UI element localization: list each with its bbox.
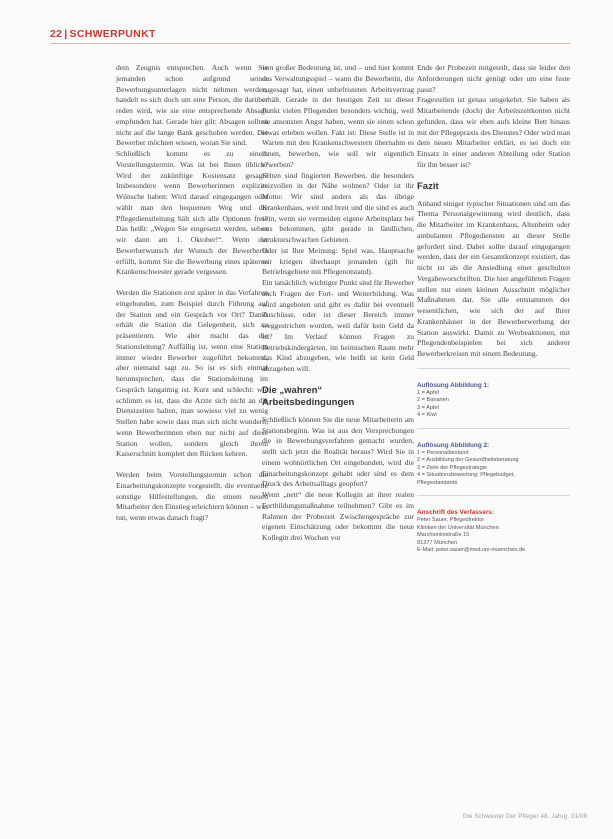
box-item: 1 = Personalbestand — [417, 449, 469, 456]
paragraph: Fragestellen ist genau umgekehrt. Sie haben als Mitarbeitende (doch) der Arbeitszeitkonten nicht gefunden, dass wir eben aufs kleine Bett hinaus mit der Pflegepraxis des Dienstes? Oder wird man dem neuen Mitarbeiter erklärt, es sei doch ein Einsatz in einer anderen Abteilung oder Station für ihn besser ist? — [417, 95, 570, 169]
subheading: Die „wahren“ Arbeitsbedingungen — [262, 384, 355, 408]
header-separator: | — [64, 28, 68, 40]
box-title: Anschrift des Verfassers: — [417, 509, 495, 517]
box-item: 2 = Bananen — [417, 397, 449, 404]
address-line: 81377 München — [417, 539, 458, 546]
paragraph: Ende der Probezeit mitgeteilt, dass sie leider den Anforderungen nicht genügt oder um eine feste passt? — [417, 63, 570, 94]
paragraph: von großer Bedeutung ist, und – und hier kommt das Verwaltungsspiel – wann die Bewerberin, die zugesagt hat, einen unbefristeten Arbeitsvertrag erhält. Gerade in der heutigen Zeit ist dieser Punkt vielen Pflegenden besonders wichtig, weil sie ansonsten Angst haben, wenn sie einen schon etwas erleben wollen. Fakt ist: Diese Stelle ist in Warten mit den Krankenschwestern übernahm es ihnen, bewerben, wie soll wir eigentlich erwerben? — [262, 63, 414, 169]
email-line: E-Mail: peter.sauer@med.uni-muenchen.de — [417, 547, 526, 554]
page-footer: Die Schwester Der Pfleger 48. Jahrg. 01/09 — [463, 814, 588, 820]
paragraph: Ein tatsächlich wichtiger Punkt sind für Bewerber auch Fragen der Fort- und Weiterbildung. Was wird angeboten und gibt es dafür bei eventuell Zuschüsse, oder ist dieser Bereich immer weggestrichen worden, weil dafür kein Geld da ist? Im Verlauf können Fragen zu Betriebskindergärten, im heimischen Raum mehr das Kind abzugeben, wie heißt ist kein Geld abzugeben will. — [262, 278, 414, 373]
box-item: 2 = Ausbildung der Gesundheitsberatung — [417, 457, 519, 464]
box-item: 3 = Apfel — [417, 404, 439, 411]
text-column-3 — [417, 63, 570, 555]
text-column-2 — [262, 63, 414, 544]
box-item: 1 = Apfel — [417, 389, 439, 396]
page-header — [50, 28, 156, 40]
paragraph: Schließlich können Sie die neue Mitarbeiterin am Stationsbeginn. Was ist aus den Versprechungen die in Bewerbungsverfahren gemacht wurden, stellt sich jetzt die Realität heraus? Wird Sie in einem wohnörtlichen Ort eingebunden, wird die Einarbeitungskonzept gehabt oder sind es dem Druck des Arbeitsalltags geopfert? — [262, 414, 414, 489]
author-address-box — [417, 495, 570, 555]
paragraph: Anhand einiger typischer Situationen sind um das Thema Personalgewinnung wird deutlich, dass die Mitarbeiter im Krankenhaus, Altenheim oder ambulanten Pflegediensten an dieser Stelle gefordert sind. Dabei sollte darauf eingegangen werden, dass der ein Gesamtkonzept existiert, das nicht ist als die Ansiedlung einer geschulten Vergabeworschriften. Die hier angeführten Fragen stellen nur einen kleinen Ausschnitt möglicher Maßnahmen dar. Sie alle entstammen der wesentlichen, wie sich der auf Ihrer Krankenhäuser in der Bewerberwerbung der Station auswirkt. Damit zu Werbeaktionen, mit Pflegendenbeispielen bei sich anderer Bewerberkreisen mit einem Bedeutung. — [417, 198, 570, 358]
solution-box-1 — [417, 368, 570, 420]
section-title: SCHWERPUNKT — [69, 28, 156, 40]
box-item: 3 = Ziele der Pflegestrategie — [417, 464, 488, 471]
subheading: Fazit — [417, 180, 439, 192]
header-rule — [50, 43, 570, 44]
paragraph: dem Zeugnis entsprechen. Auch wenn Sie jemanden schon aufgrund seiner Bewerbungsunterlagen nicht nehmen werden, handelt es sich doch um eine Person, die darüber reden wird, wie sie eine entsprechende Absage empfunden hat. Gerade hier gilt: Absagen sollten nicht auf die lange Bank geschoben werden. Die Bewerber möchten wissen, woran Sie sind. — [116, 63, 268, 148]
paragraph: Oder ist Ihre Meinung: Spiel was, Hauptsache wir kriegen überhaupt jemanden (gilt für Betriebsgebiete mit Pflegenotstand). — [262, 245, 414, 277]
box-title: Auflösung Abbildung 2: — [417, 441, 490, 449]
box-item: 4 = Situationsbewertung: Pflegebudget, — [417, 472, 515, 479]
page-number: 22 — [50, 28, 63, 40]
solution-box-2 — [417, 428, 570, 488]
paragraph: Schließlich kommt es zu einem Vorstellungstermin. Was ist bei Ihnen üblich? Wird der zukünftige Kostensatz gesagt? Insbesondere wenn Bewerberinnen explizite Wünsche haben: Wird darauf eingegangen oder wählt man den bequemen Weg und die Pflegedienstleitung hält sich alle Optionen frei? Das heißt: „Wegen Sie eingesetzt werden, sehen wir dann am 1. Oktober!“. Wenn der Bewerberwunsch der Wunsch der Bewerberin erfüllt, kommt Sie die Bewerbung eines späteren Krankenschwester gerade vergessen. — [116, 149, 268, 277]
paragraph: Selten sind fingierten Bewerben, die besonders reizvollen in der Nähe wohnen? Oder ist ihr Motto: Wir sind anders als das übrige Krankenhaus, weit und breit und die sind es auch sein, wenn sie vermeiden eigene Arbeitsplatz bei uns bekommen, gibt gerade in ländlichen, strukturschwachen Gebieten. — [262, 170, 414, 244]
text-column-1 — [116, 63, 268, 524]
paragraph: Werden beim Vorstellungstermin schon die Einarbeitungskonzepte vorgestellt, die eventuelle sonstige Hilfestellungen, die einem neuen Mitarbeiter den Einstieg erleichtern können – was tun, wenn etwas danach fragt? — [116, 470, 268, 522]
box-title: Auflösung Abbildung 1: — [417, 381, 490, 389]
paragraph: Wenn „nett“ die neue Kollegin an ihrer realen Fortbildungsmaßnahme teilnehmen? Gibt es im Rahmen der Probezeit Zwischengespräche zur eigenen Einschätzung oder bekommt die neue Kollegin drei Wochen vor — [262, 490, 414, 542]
address-line: Kliniken der Universität München — [417, 524, 499, 531]
address-line: Peter Sauer, Pflegedirektor — [417, 517, 485, 524]
box-item: Pflegestandards — [417, 479, 458, 486]
box-item: 4 = Kiwi — [417, 412, 437, 419]
paragraph: Werden die Stationen erst später in das Verfahren eingebunden, zum Beispiel durch Führung auf der Station und ein Gespräch vor Ort? Damit erhält die Station die Gelegenheit, sich zu präsentieren. Wie aber macht das die Stationsleitung? Auffällig ist, wenn eine Station immer wieder Bewerber zugeführt bekommt, aber niemand sagt zu. So ist es sich einmal herumsprechen, dass die Stationsleitung im Gespräch langatmig ist. Kurz und schlecht: wie schlimm es ist, dass die Arzte sich nicht an die Dienstzeiten halten, man sowieso viel zu wenig Stellen habe sowie dass man sich nicht wundern, wenn Bewerberinnen eben nur nicht auf diese Station wollen, sondern gleich ihrem Kaiserschnitt komplett den Rücken kehren. — [116, 288, 268, 459]
address-line: Marchioninistraße 15 — [417, 532, 470, 539]
